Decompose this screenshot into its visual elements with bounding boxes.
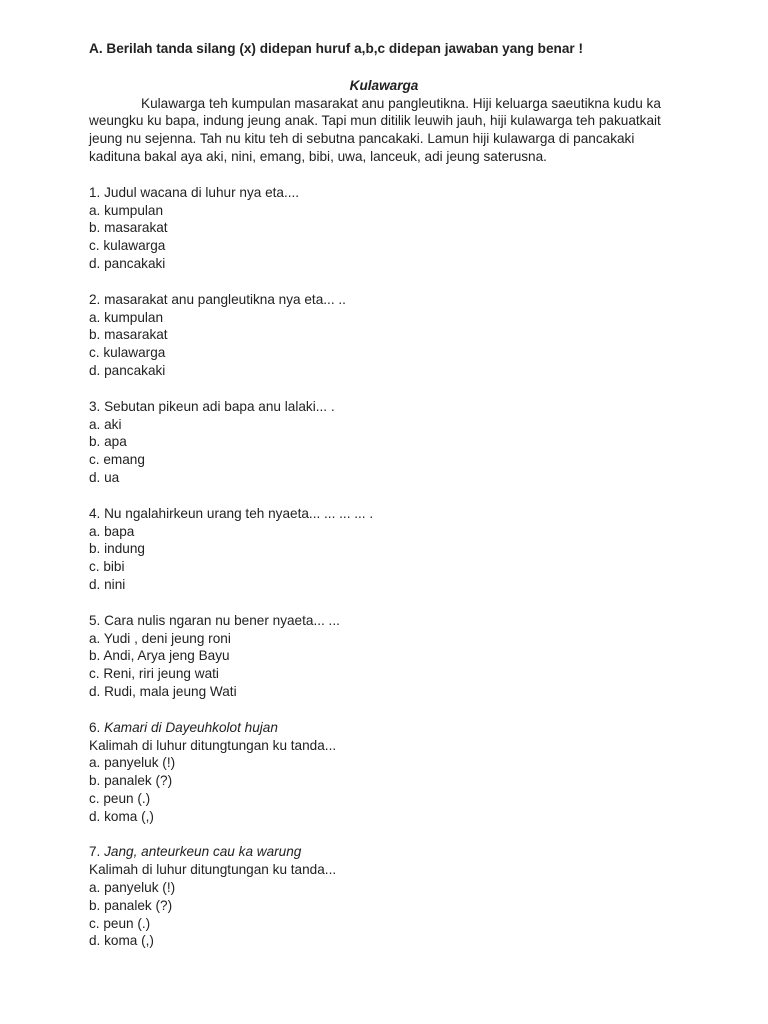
option-d: d. pancakaki <box>89 362 166 378</box>
question-prompt: Kalimah di luhur ditungtungan ku tanda... <box>89 862 337 878</box>
option-b: b. masarakat <box>89 327 168 343</box>
instruction-heading: A. Berilah tanda silang (x) didepan huruf a,b,c didepan jawaban yang benar ! <box>89 41 583 56</box>
question-1 <box>89 184 679 273</box>
option-d: d. Rudi, mala jeung Wati <box>89 683 237 699</box>
option-d: d. koma (,) <box>89 808 154 824</box>
option-b: b. masarakat <box>89 220 168 236</box>
option-c: c. emang <box>89 452 145 468</box>
option-c: c. kulawarga <box>89 238 166 254</box>
option-a: a. aki <box>89 416 122 432</box>
option-d: d. koma (,) <box>89 933 154 949</box>
option-c: c. peun (.) <box>89 915 151 931</box>
question-prompt: Kalimah di luhur ditungtungan ku tanda... <box>89 737 337 753</box>
question-prompt: 4. Nu ngalahirkeun urang teh nyaeta... ... ... ... . <box>89 505 374 521</box>
option-c: c. Reni, riri jeung wati <box>89 666 219 682</box>
question-3 <box>89 398 679 487</box>
reading-paragraph: Kulawarga teh kumpulan masarakat anu pangleutikna. Hiji keluarga saeutikna kudu ka weungku ku bapa, indung jeung anak. Tapi mun ditilik leuwih jauh, hiji kulawarga teh pakuatkait jeung nu sejenna. Tah nu kitu teh di sebutna pancakaki. Lamun hiji kulawarga di pancakaki kadituna bakal aya aki, nini, emang, bibi, uwa, lanceuk, adi jeung saterusna. <box>89 95 661 164</box>
worksheet-page <box>89 40 679 950</box>
question-prompt: 3. Sebutan pikeun adi bapa anu lalaki... . <box>89 398 335 414</box>
question-5 <box>89 612 679 701</box>
option-a: a. kumpulan <box>89 202 164 218</box>
question-prompt: 5. Cara nulis ngaran nu bener nyaeta... ... <box>89 612 340 628</box>
question-4 <box>89 505 679 594</box>
question-sentence-line <box>89 843 679 861</box>
option-a: a. panyeluk (!) <box>89 755 176 771</box>
question-prompt: 1. Judul wacana di luhur nya eta.... <box>89 184 300 200</box>
option-d: d. ua <box>89 469 120 485</box>
option-a: a. Yudi , deni jeung roni <box>89 630 231 646</box>
question-2 <box>89 291 679 380</box>
question-6 <box>89 719 679 826</box>
option-c: c. peun (.) <box>89 790 151 806</box>
question-sentence: Kamari di Dayeuhkolot hujan <box>104 719 278 735</box>
option-a: a. bapa <box>89 523 135 539</box>
question-number: 7. <box>89 844 101 860</box>
option-b: b. panalek (?) <box>89 773 173 789</box>
option-a: a. panyeluk (!) <box>89 880 176 896</box>
option-c: c. kulawarga <box>89 345 166 361</box>
question-number: 6. <box>89 719 101 735</box>
question-sentence: Jang, anteurkeun cau ka warung <box>104 844 302 860</box>
option-a: a. kumpulan <box>89 309 164 325</box>
option-b: b. apa <box>89 434 127 450</box>
question-7 <box>89 843 679 950</box>
option-d: d. nini <box>89 576 126 592</box>
option-b: b. panalek (?) <box>89 897 173 913</box>
option-b: b. indung <box>89 541 145 557</box>
option-b: b. Andi, Arya jeng Bayu <box>89 648 230 664</box>
reading-title: Kulawarga <box>349 77 419 93</box>
question-sentence-line <box>89 719 679 737</box>
option-d: d. pancakaki <box>89 255 166 271</box>
option-c: c. bibi <box>89 559 125 575</box>
question-prompt: 2. masarakat anu pangleutikna nya eta... .. <box>89 291 346 307</box>
